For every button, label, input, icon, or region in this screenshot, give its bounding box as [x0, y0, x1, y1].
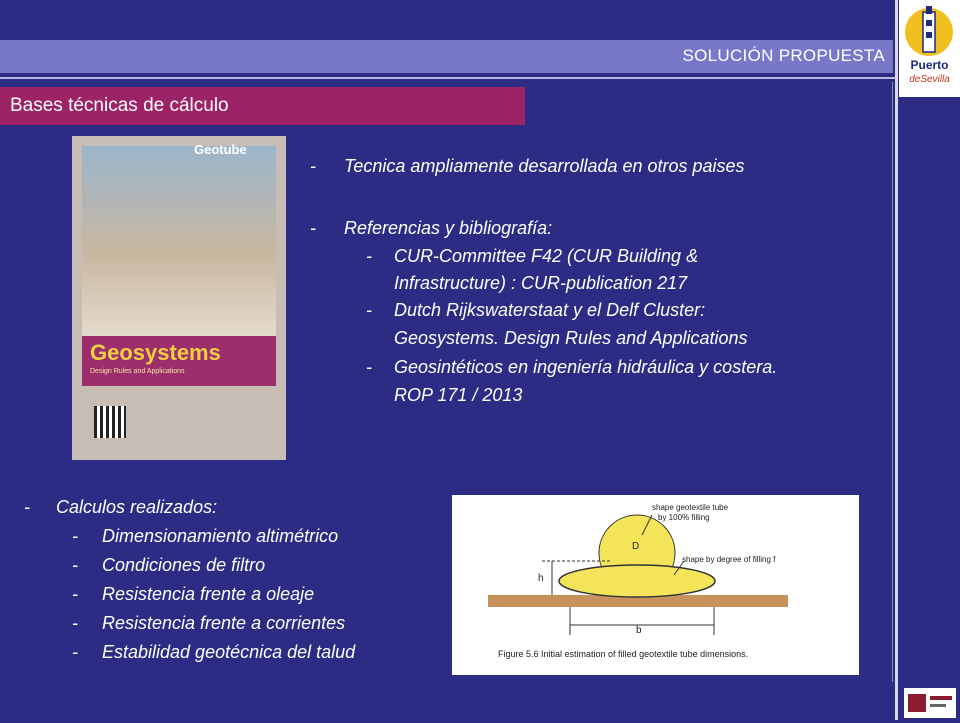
qr-code-icon	[94, 406, 126, 438]
list-item: - Resistencia frente a oleaje	[72, 584, 315, 604]
figure-caption: Figure 5.6 Initial estimation of filled geotextile tube dimensions.	[498, 649, 749, 659]
header-title: SOLUCIÓN PROPUESTA	[682, 46, 885, 65]
book-cover-image	[72, 136, 286, 460]
list-item: - Resistencia frente a corrientes	[72, 613, 346, 633]
list-item: - Calculos realizados:	[24, 497, 218, 517]
right-inner-rule	[892, 82, 893, 682]
certification-badge	[904, 688, 956, 718]
cover-banner	[82, 336, 276, 386]
label-top2: by 100% filling	[658, 513, 710, 522]
label-h: h	[538, 573, 544, 584]
puerto-sevilla-logo	[899, 0, 960, 97]
list-item-cont: Infrastructure) : CUR-publication 217	[394, 273, 688, 293]
list-item: - Condiciones de filtro	[72, 555, 266, 575]
cover-photo	[82, 146, 276, 342]
geotube-diagram-figure	[452, 495, 859, 675]
right-rule	[895, 0, 898, 720]
cover-subtitle: Design Rules and Applications	[90, 368, 185, 375]
header-band	[0, 40, 893, 73]
section-title: Bases técnicas de cálculo	[10, 95, 229, 116]
label-top: shape geotextile tube	[652, 503, 729, 512]
label-mid: shape by degree of filling f	[682, 555, 776, 564]
list-item: - CUR-Committee F42 (CUR Building &	[366, 246, 699, 266]
list-item: - Geosintéticos en ingeniería hidráulica y costera.	[366, 357, 778, 377]
cover-title: Geosystems	[90, 340, 221, 365]
label-b: b	[636, 625, 642, 636]
list-item: - Dimensionamiento altimétrico	[72, 526, 339, 546]
list-item: - Estabilidad geotécnica del talud	[72, 642, 356, 662]
list-item-cont: Geosystems. Design Rules and Applications	[394, 328, 748, 348]
list-item: - Referencias y bibliografía:	[310, 218, 553, 238]
cover-brand: Geotube	[194, 142, 247, 157]
logo-line1: Puerto	[910, 58, 949, 72]
logo-line2: deSevilla	[909, 74, 950, 85]
label-d: D	[632, 541, 640, 552]
list-item: - Tecnica ampliamente desarrollada en otros paises	[310, 156, 745, 176]
geotube-diagram	[452, 495, 859, 675]
section-band	[0, 87, 525, 125]
tower-icon	[899, 2, 960, 62]
list-item: - Dutch Rijkswaterstaat y el Delf Cluster:	[366, 300, 706, 320]
certification-icon	[904, 688, 956, 718]
header-rule	[0, 77, 897, 79]
list-item-cont: ROP 171 / 2013	[394, 385, 523, 405]
